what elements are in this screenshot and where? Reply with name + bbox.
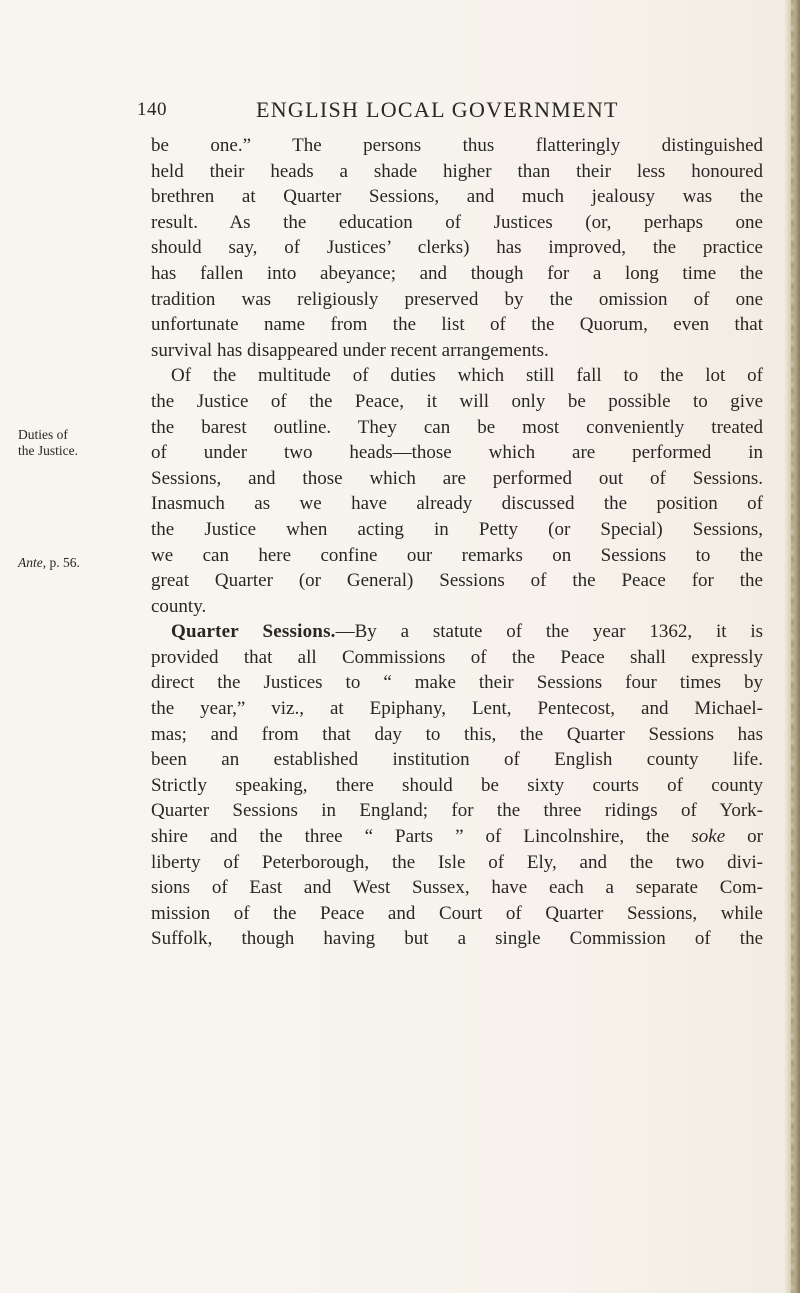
text-line: brethren at Quarter Sessions, and much jealousy was the	[151, 186, 763, 208]
marginal-note-ref: , p. 56.	[42, 555, 80, 570]
text-line: has fallen into abeyance; and though for a long time the	[151, 262, 763, 284]
text-segment: or	[747, 826, 763, 848]
text-line: held their heads a shade higher than their less honoured	[151, 160, 763, 182]
body-text	[151, 133, 763, 952]
text-segment: shire and the three “ Parts ” of Lincolnshire, the	[151, 826, 670, 848]
text-line: should say, of Justices’ clerks) has improved, the practice	[151, 237, 763, 259]
text-line: Suffolk, though having but a single Commission of the	[151, 928, 763, 950]
text-line: county.	[151, 595, 207, 617]
marginal-note-italic: Ante	[18, 555, 43, 570]
text-line: Of the multitude of duties which still fall to the lot of	[171, 365, 763, 387]
running-title: ENGLISH LOCAL GOVERNMENT	[256, 97, 619, 122]
text-line: provided that all Commissions of the Peace shall expressly	[151, 646, 763, 668]
text-line	[151, 619, 763, 645]
text-line: the barest outline. They can be most conveniently treated	[151, 416, 763, 438]
page-number: 140	[137, 99, 167, 120]
marginal-note-ante	[18, 555, 80, 571]
text-line	[151, 824, 763, 850]
text-line: the year,” viz., at Epiphany, Lent, Pentecost, and Michael-	[151, 698, 763, 720]
marginal-note-line: Duties of	[18, 427, 68, 442]
text-line: of under two heads—those which are performed in	[151, 442, 763, 464]
marginal-note-line: the Justice.	[18, 443, 78, 458]
marginal-note-duties	[18, 427, 78, 459]
section-heading: Quarter Sessions.	[171, 621, 336, 643]
text-line: tradition was religiously preserved by the omission of one	[151, 288, 763, 310]
text-line: Sessions, and those which are performed out of Sessions.	[151, 467, 763, 489]
text-line: be one.” The persons thus flatteringly distinguished	[151, 135, 763, 156]
text-line: direct the Justices to “ make their Sessions four times by	[151, 672, 763, 694]
text-line: great Quarter (or General) Sessions of the Peace for the	[151, 570, 763, 592]
text-line: been an established institution of English county life.	[151, 749, 763, 771]
text-line: sions of East and West Sussex, have each a separate Com-	[151, 877, 763, 899]
text-line: the Justice when acting in Petty (or Special) Sessions,	[151, 518, 763, 540]
text-line: mission of the Peace and Court of Quarter Sessions, while	[151, 902, 763, 924]
page-header	[125, 97, 765, 127]
text-line: Quarter Sessions in England; for the three ridings of York-	[151, 800, 763, 822]
text-line: survival has disappeared under recent arrangements.	[151, 339, 549, 361]
text-line: we can here confine our remarks on Sessions to the	[151, 544, 763, 566]
text-line: liberty of Peterborough, the Isle of Ely, and the two divi-	[151, 851, 763, 873]
text-line: unfortunate name from the list of the Quorum, even that	[151, 314, 763, 336]
text-line: result. As the education of Justices (or, perhaps one	[151, 211, 763, 233]
text-line: Inasmuch as we have already discussed the position of	[151, 493, 763, 515]
italic-term: soke	[691, 826, 726, 848]
text-line: the Justice of the Peace, it will only be possible to give	[151, 390, 763, 412]
text-line: mas; and from that day to this, the Quarter Sessions has	[151, 723, 763, 745]
page-edge-texture	[791, 0, 794, 1293]
text-line: Strictly speaking, there should be sixty courts of county	[151, 774, 763, 796]
text-segment: —By a statute of the year 1362, it is	[335, 621, 763, 643]
